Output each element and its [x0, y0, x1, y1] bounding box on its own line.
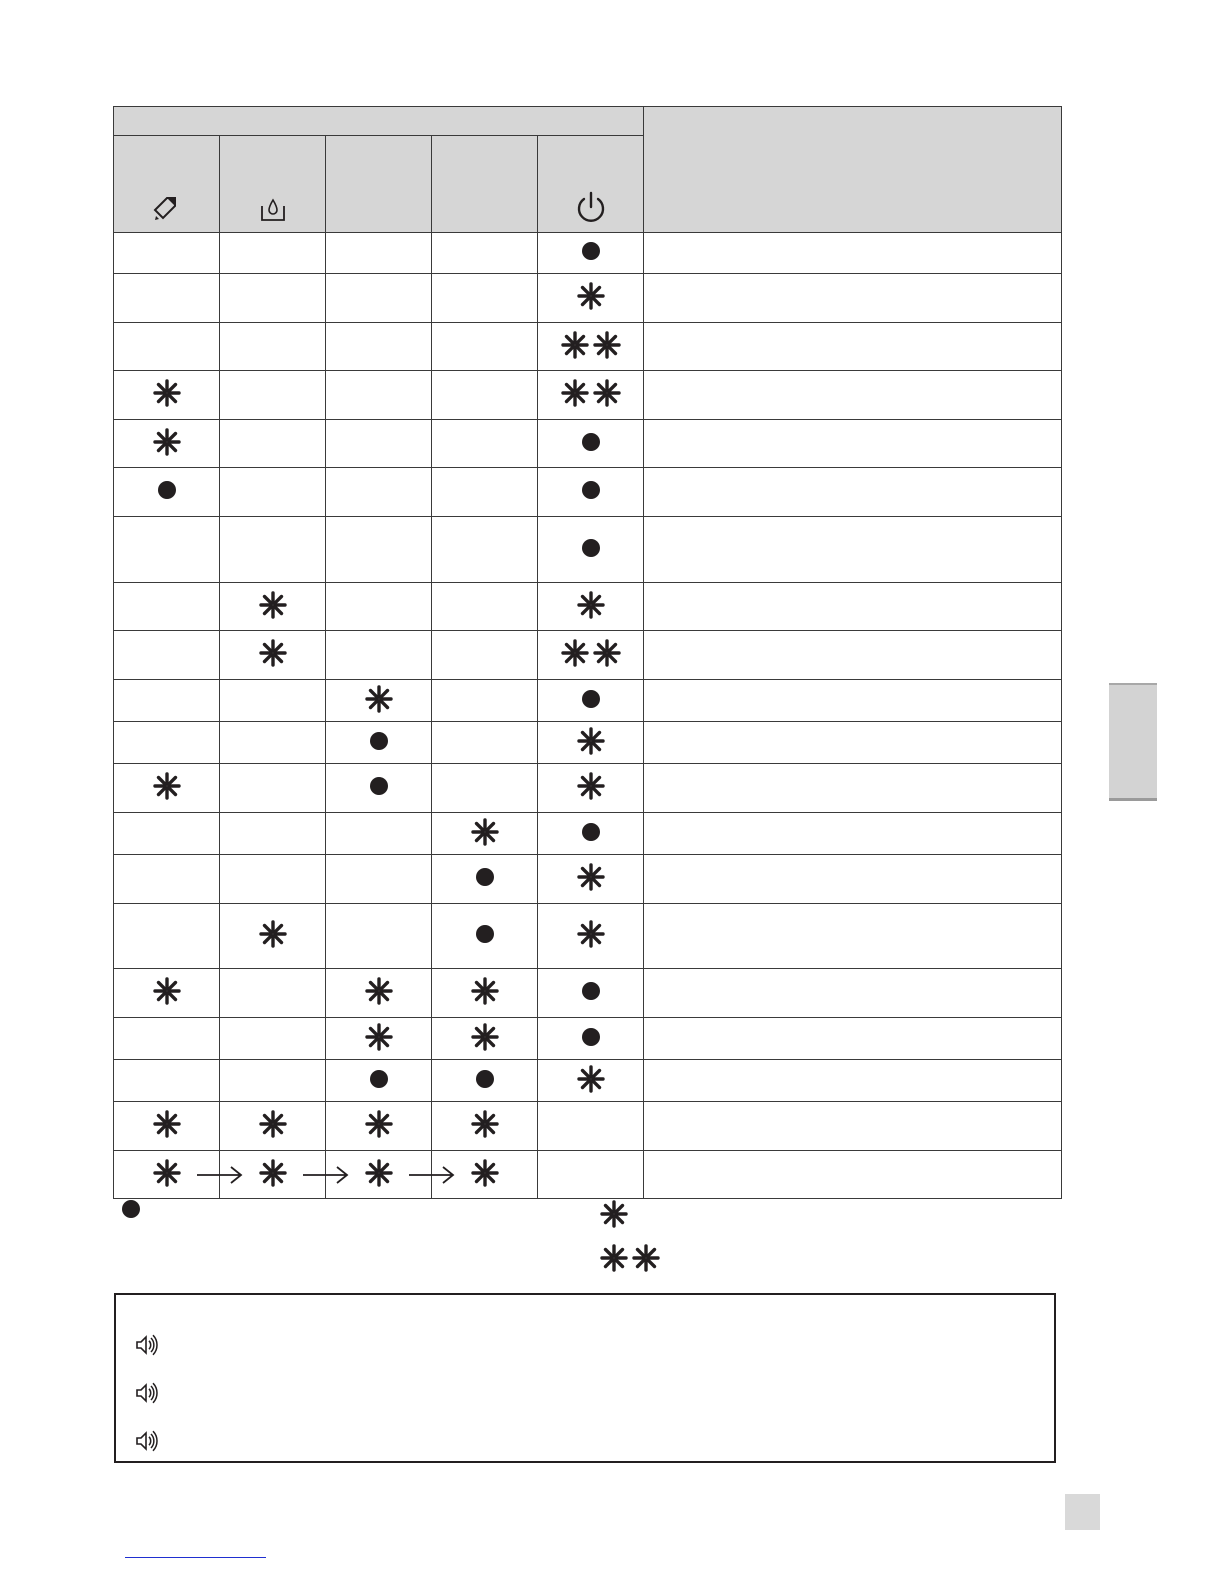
indicator-cell [220, 233, 326, 274]
speaker-icon [134, 1429, 162, 1453]
description-cell [644, 813, 1062, 855]
asterisk-icon [577, 282, 605, 310]
header-cell-pencil [114, 136, 220, 233]
indicator-cell [114, 855, 220, 904]
page-number-box [1065, 1494, 1100, 1530]
filled-circle-icon [582, 823, 600, 841]
asterisk-icon [153, 977, 181, 1005]
indicator-cell [326, 969, 432, 1018]
description-cell [644, 764, 1062, 813]
description-cell [644, 420, 1062, 468]
status-blink [577, 1065, 605, 1093]
filled-circle-icon [370, 732, 388, 750]
status-blink [577, 591, 605, 619]
indicator-cell [326, 323, 432, 371]
asterisk-icon [577, 863, 605, 891]
table-row [114, 323, 1062, 371]
status-blink [471, 818, 499, 846]
status-blink [153, 1110, 181, 1138]
status-on [370, 777, 388, 795]
indicator-cell [326, 274, 432, 323]
status-fast-blink [600, 1244, 660, 1272]
status-blink [365, 977, 393, 1005]
status-on [582, 823, 600, 841]
indicator-cell [538, 1018, 644, 1060]
description-cell [644, 1102, 1062, 1151]
filled-circle-icon [582, 690, 600, 708]
status-blink [577, 772, 605, 800]
asterisk-icon [365, 1110, 393, 1138]
indicator-cell [538, 631, 644, 680]
indicator-cell [538, 764, 644, 813]
indicator-cell [326, 371, 432, 420]
status-blink [365, 1023, 393, 1051]
filled-circle-icon [370, 777, 388, 795]
status-on [582, 539, 600, 557]
status-on [476, 868, 494, 886]
asterisk-icon [561, 331, 589, 359]
indicator-cell [220, 813, 326, 855]
indicator-cell [432, 274, 538, 323]
legend-blink [600, 1200, 628, 1232]
header-cell-4 [432, 136, 538, 233]
header-cell-water-tank [220, 136, 326, 233]
indicator-cell [326, 468, 432, 517]
indicator-cell [220, 1018, 326, 1060]
asterisk-icon [259, 591, 287, 619]
description-cell [644, 371, 1062, 420]
status-blink [471, 1159, 499, 1187]
water-tank-icon [259, 196, 287, 224]
table-row [114, 583, 1062, 631]
description-cell [644, 274, 1062, 323]
indicator-cell [538, 517, 644, 583]
table-row [114, 468, 1062, 517]
status-blink [471, 1023, 499, 1051]
filled-circle-icon [582, 242, 600, 260]
indicator-cell [114, 468, 220, 517]
indicator-cell [326, 764, 432, 813]
indicator-cell [326, 904, 432, 969]
indicator-cell [220, 855, 326, 904]
asterisk-icon [471, 977, 499, 1005]
description-cell [644, 904, 1062, 969]
info-row [134, 1381, 162, 1409]
indicator-cell [114, 969, 220, 1018]
filled-circle-icon [158, 481, 176, 499]
indicator-cell [326, 583, 432, 631]
pencil-icon [151, 192, 183, 224]
asterisk-icon [365, 685, 393, 713]
indicator-cell [538, 323, 644, 371]
asterisk-icon [577, 727, 605, 755]
asterisk-icon [577, 920, 605, 948]
header-cell-power [538, 136, 644, 233]
status-blink [259, 920, 287, 948]
asterisk-icon [471, 1110, 499, 1138]
description-cell [644, 1151, 1062, 1199]
indicator-cell [326, 1018, 432, 1060]
description-cell [644, 583, 1062, 631]
filled-circle-icon [476, 925, 494, 943]
status-fast-blink [561, 331, 621, 359]
asterisk-icon [259, 1110, 287, 1138]
indicator-cell [538, 1151, 644, 1199]
asterisk-icon [561, 639, 589, 667]
asterisk-icon [593, 379, 621, 407]
indicator-cell [326, 1102, 432, 1151]
status-on [158, 481, 176, 499]
status-blink [471, 977, 499, 1005]
indicator-cell [326, 517, 432, 583]
status-blink [153, 1159, 181, 1187]
indicator-cell [538, 233, 644, 274]
indicator-cell [114, 323, 220, 371]
description-cell [644, 233, 1062, 274]
status-on [582, 481, 600, 499]
indicator-cell [114, 274, 220, 323]
indicator-cell [114, 1060, 220, 1102]
asterisk-icon [153, 772, 181, 800]
info-row [134, 1429, 162, 1457]
status-on [370, 732, 388, 750]
indicator-cell [538, 1060, 644, 1102]
indicator-cell [326, 813, 432, 855]
table-row [114, 969, 1062, 1018]
indicator-cell [432, 855, 538, 904]
filled-circle-icon [582, 481, 600, 499]
indicator-cell [220, 323, 326, 371]
asterisk-icon [365, 1023, 393, 1051]
description-cell [644, 855, 1062, 904]
table-row [114, 371, 1062, 420]
description-cell [644, 517, 1062, 583]
filled-circle-icon [582, 1028, 600, 1046]
filled-circle-icon [582, 539, 600, 557]
indicator-cell [220, 680, 326, 722]
indicator-cell [220, 274, 326, 323]
indicator-cell [220, 631, 326, 680]
indicator-cell [326, 680, 432, 722]
indicator-cell [114, 371, 220, 420]
indicator-cell [432, 764, 538, 813]
indicator-cell [114, 583, 220, 631]
asterisk-icon [153, 379, 181, 407]
indicator-cell [220, 904, 326, 969]
indicator-cell [114, 722, 220, 764]
description-cell [644, 969, 1062, 1018]
status-blink [153, 379, 181, 407]
indicator-group-header [114, 107, 644, 136]
status-blink [153, 772, 181, 800]
filled-circle-icon [582, 982, 600, 1000]
status-on [476, 1070, 494, 1088]
status-blink [365, 1159, 393, 1187]
table-row [114, 1060, 1062, 1102]
table-row [114, 517, 1062, 583]
status-blink [153, 977, 181, 1005]
indicator-cell [326, 420, 432, 468]
header-cell-3 [326, 136, 432, 233]
info-row [134, 1333, 162, 1361]
side-tab-marker [1109, 683, 1157, 801]
asterisk-icon [153, 1159, 181, 1187]
table-row [114, 420, 1062, 468]
indicator-cell [326, 722, 432, 764]
indicator-cell [432, 813, 538, 855]
indicator-cell [538, 813, 644, 855]
indicator-cell [432, 631, 538, 680]
description-cell [644, 323, 1062, 371]
status-blink [577, 863, 605, 891]
indicator-cell [326, 855, 432, 904]
speaker-icon [134, 1333, 162, 1357]
footer-underline [125, 1557, 266, 1558]
indicator-cell [432, 233, 538, 274]
indicator-cell [220, 764, 326, 813]
asterisk-icon [259, 1159, 287, 1187]
table-row [114, 1151, 1062, 1199]
indicator-cell [114, 1018, 220, 1060]
indicator-cell [220, 1102, 326, 1151]
indicator-cell [432, 468, 538, 517]
table-row [114, 680, 1062, 722]
indicator-cell [220, 969, 326, 1018]
indicator-cell [326, 631, 432, 680]
indicator-cell [220, 1060, 326, 1102]
indicator-cell [432, 904, 538, 969]
status-blink [600, 1200, 628, 1228]
status-on [370, 1070, 388, 1088]
indicator-cell [220, 420, 326, 468]
indicator-cell [432, 722, 538, 764]
asterisk-icon [577, 591, 605, 619]
indicator-cell [538, 468, 644, 517]
indicator-cell [538, 855, 644, 904]
asterisk-icon [365, 977, 393, 1005]
status-blink [153, 428, 181, 456]
indicator-cell [326, 233, 432, 274]
indicator-cell [432, 517, 538, 583]
asterisk-icon [593, 331, 621, 359]
indicator-cell [432, 680, 538, 722]
table-row [114, 1018, 1062, 1060]
legend-fast-blink [600, 1244, 660, 1276]
indicator-cell [114, 233, 220, 274]
indicator-cell [114, 420, 220, 468]
status-blink [365, 685, 393, 713]
table-row [114, 233, 1062, 274]
filled-circle-icon [476, 1070, 494, 1088]
asterisk-icon [632, 1244, 660, 1272]
indicator-cell [538, 583, 644, 631]
indicator-cell [432, 1018, 538, 1060]
power-icon [574, 190, 608, 224]
indicator-cell [114, 813, 220, 855]
asterisk-icon [471, 1159, 499, 1187]
asterisk-icon [600, 1200, 628, 1228]
asterisk-icon [577, 1065, 605, 1093]
status-on [582, 242, 600, 260]
description-cell [644, 631, 1062, 680]
indicator-cell [432, 1102, 538, 1151]
indicator-cell [114, 764, 220, 813]
indicator-cell [114, 1102, 220, 1151]
description-cell [644, 1018, 1062, 1060]
filled-circle-icon [370, 1070, 388, 1088]
indicator-status-table [113, 106, 1062, 1199]
indicator-cell [220, 468, 326, 517]
table-row [114, 904, 1062, 969]
indicator-cell [538, 969, 644, 1018]
arrow-right-icon [407, 1165, 457, 1185]
status-blink [577, 727, 605, 755]
description-cell [644, 468, 1062, 517]
asterisk-icon [259, 639, 287, 667]
description-header [644, 107, 1062, 233]
status-blink [365, 1110, 393, 1138]
status-on [582, 433, 600, 451]
asterisk-icon [561, 379, 589, 407]
asterisk-icon [365, 1159, 393, 1187]
status-blink [259, 639, 287, 667]
indicator-cell [114, 1151, 220, 1199]
asterisk-icon [600, 1244, 628, 1272]
status-on [476, 925, 494, 943]
status-fast-blink [561, 639, 621, 667]
indicator-cell [538, 274, 644, 323]
indicator-cell [432, 371, 538, 420]
asterisk-icon [593, 639, 621, 667]
description-cell [644, 1060, 1062, 1102]
indicator-cell [538, 371, 644, 420]
indicator-cell [114, 904, 220, 969]
indicator-cell [326, 1151, 432, 1199]
indicator-cell [538, 904, 644, 969]
indicator-cell [326, 1060, 432, 1102]
asterisk-icon [471, 818, 499, 846]
filled-circle-icon [582, 433, 600, 451]
indicator-cell [432, 1060, 538, 1102]
status-on [582, 982, 600, 1000]
info-box [114, 1293, 1056, 1463]
status-blink [577, 920, 605, 948]
asterisk-icon [153, 428, 181, 456]
status-on [582, 1028, 600, 1046]
table-row [114, 764, 1062, 813]
indicator-cell [114, 680, 220, 722]
legend-on [122, 1200, 140, 1222]
indicator-cell [538, 680, 644, 722]
table-row [114, 631, 1062, 680]
indicator-cell [114, 517, 220, 583]
indicator-cell [220, 722, 326, 764]
description-cell [644, 680, 1062, 722]
indicator-cell [114, 631, 220, 680]
status-blink [259, 591, 287, 619]
filled-circle-icon [122, 1200, 140, 1218]
indicator-cell [432, 969, 538, 1018]
description-cell [644, 722, 1062, 764]
status-on [582, 690, 600, 708]
table-row [114, 722, 1062, 764]
indicator-cell [432, 420, 538, 468]
table-header-group-row [114, 107, 1062, 136]
indicator-cell [220, 583, 326, 631]
indicator-cell [432, 323, 538, 371]
status-blink [259, 1110, 287, 1138]
status-blink [471, 1110, 499, 1138]
indicator-cell [220, 371, 326, 420]
table-row [114, 1102, 1062, 1151]
status-blink [259, 1159, 287, 1187]
indicator-cell [538, 722, 644, 764]
indicator-cell [538, 1102, 644, 1151]
speaker-icon [134, 1381, 162, 1405]
indicator-cell [220, 517, 326, 583]
asterisk-icon [471, 1023, 499, 1051]
indicator-cell [538, 420, 644, 468]
table-row [114, 274, 1062, 323]
asterisk-icon [577, 772, 605, 800]
indicator-cell [220, 1151, 326, 1199]
filled-circle-icon [476, 868, 494, 886]
status-blink [577, 282, 605, 310]
status-fast-blink [561, 379, 621, 407]
table-row [114, 813, 1062, 855]
indicator-cell [432, 583, 538, 631]
table-row [114, 855, 1062, 904]
asterisk-icon [153, 1110, 181, 1138]
asterisk-icon [259, 920, 287, 948]
